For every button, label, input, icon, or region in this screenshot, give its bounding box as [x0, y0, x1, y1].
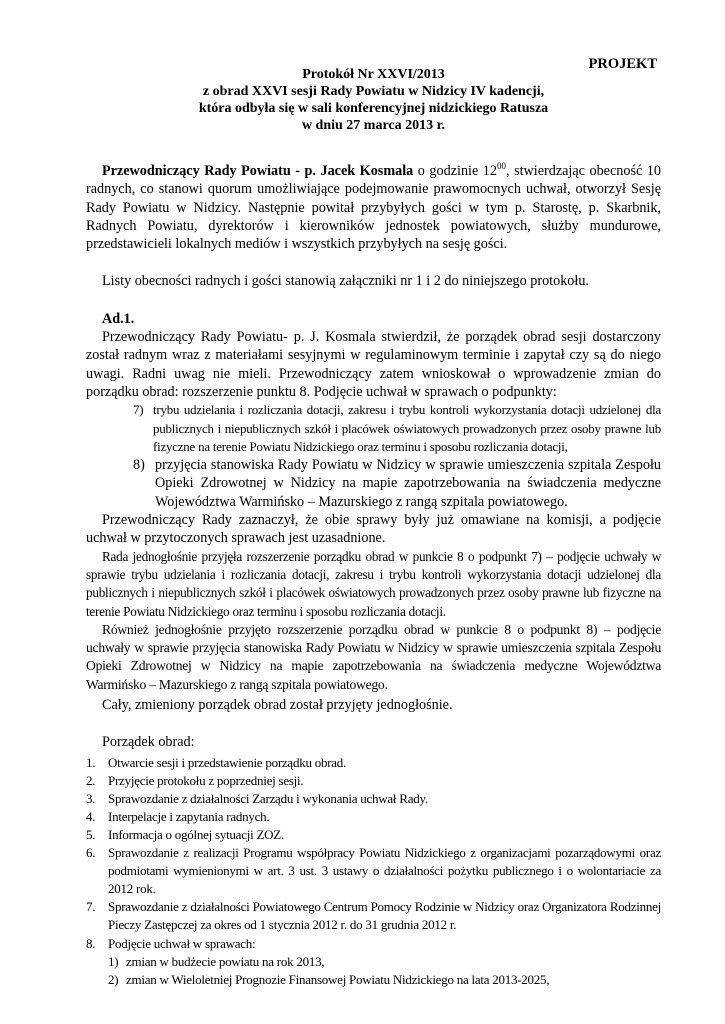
list-item: 4. Interpelacje i zapytania radnych. [86, 808, 270, 824]
list-item: 7) trybu udzielania i rozliczania dotacji, zakresu i trybu kontroli wykorzystania dotacji udzielonej dla publicznych i niepublicznych szkół i placówek oświatowych prowadzonych przez osoby prawne lub fizyczne na terenie Powiatu Nidzickiego oraz terminu i sposobu rozliczania dotacji, [133, 403, 661, 454]
extension-subpoints [133, 401, 661, 511]
list-item: 2) zmian w Wieloletniej Prognozie Finansowej Powiatu Nidzickiego na lata 2013-2025, [108, 971, 550, 987]
ad1-paragraph-1: Przewodniczący Rady Powiatu- p. J. Kosmala stwierdził, że porządek obrad sesji dostarczony został radnym wraz z materiałami sesyjnymi w regulaminowym terminie i zapytał czy są do niego uwagi. Radni uwag nie mieli. Przewodniczący zatem wnioskował o wprowadzenie zmian do porządku obrad: rozszerzenie punktu 8. Podjęcie uchwał w sprawach o podpunkty: [86, 329, 661, 400]
list-item: 8. Podjęcie uchwał w sprawach: [86, 935, 256, 951]
ad1-paragraph-2: Przewodniczący Rady zaznaczył, że obie sprawy były już omawiane na komisji, a podjęcie uchwał w przytoczonych sprawach jest uzasadnione. [86, 512, 661, 547]
protocol-header [86, 66, 661, 134]
ad1-paragraph-4: Również jednogłośnie przyjęto rozszerzenie porządku obrad w punkcie 8 o podpunkt 8) – podjęcie uchwały w sprawie przyjęcia stanowiska Rady Powiatu w Nidzicy w sprawie umieszczenia szpitala Zespołu Opieki Zdrowotnej w Nidzicy na mapie zapotrzebowania na świadczenia medyczne Województwa Warmińsko – Mazurskiego z rangą szpitala powiatowego. [86, 621, 661, 692]
list-item: 8) przyjęcia stanowiska Rady Powiatu w Nidzicy w sprawie umieszczenia szpitala Zespołu Opieki Zdrowotnej w Nidzicy na mapie zapotrzebowania na świadczenia medyczne Województwa Warmińsko – Mazurskiego z rangą szpitala powiatowego. [133, 457, 661, 510]
list-item: 6. Sprawozdanie z realizacji Programu współpracy Powiatu Nidzickiego z organizacjami pozarządowymi oraz podmiotami wymienionymi w art. 3 ust. 3 ustawy o działalności pożytku publicznego i o wolontariacie za 2012 rok. [86, 845, 661, 897]
chairman-name: Przewodniczący Rady Powiatu - p. Jacek Kosmala [102, 163, 414, 179]
header-line-4: w dniu 27 marca 2013 r. [301, 118, 446, 133]
list-item: 1. Otwarcie sesji i przedstawienie porządku obrad. [86, 754, 347, 770]
projekt-label: PROJEKT [588, 56, 657, 72]
header-line-2: z obrad XXVI sesji Rady Powiatu w Nidzicy IV kadencji, [202, 84, 545, 99]
ad1-paragraph-3: Rada jednogłośnie przyjęła rozszerzenie porządku obrad w punkcie 8 o podpunkt 7) – podjęcie uchwały w sprawie trybu udzielania i rozliczania dotacji, zakresu i trybu kontroli wykorzystania dotacji udzielonej dla publicznych i niepublicznych szkół i placówek oświatowych prowadzonych przez osoby prawne lub fizyczne na terenie Powiatu Nidzickiego oraz terminu i sposobu rozliczania dotacji. [86, 548, 661, 619]
list-item: 3. Sprawozdanie z działalności Zarządu i wykonania uchwał Rady. [86, 790, 428, 806]
agenda-title: Porządek obrad: [102, 734, 195, 751]
list-item: 2. Przyjęcie protokołu z poprzedniej sesji. [86, 772, 304, 788]
ad1-heading: Ad.1. [102, 310, 135, 327]
list-item: 7. Sprawozdanie z działalności Powiatowego Centrum Pomocy Rodzinie w Nidzicy oraz Organizatora Rodzinnej Pieczy Zastępczej za okres od 1 stycznia 2012 r. do 31 grudnia 2012 r. [86, 899, 661, 933]
header-line-3: która odbyła się w sali konferencyjnej nidzickiego Ratusza [198, 101, 549, 116]
list-item: 1) zmian w budżecie powiatu na rok 2013, [108, 953, 325, 969]
header-line-1: Protokół Nr XXVI/2013 [302, 67, 445, 82]
ad1-paragraph-5: Cały, zmieniony porządek obrad został przyjęty jednogłośnie. [102, 697, 453, 714]
intro-paragraph: Przewodniczący Rady Powiatu - p. Jacek Kosmala o godzinie $12^{00}$, stwierdzając obecność 10 radnych, co stanowi quorum umożliwiające podejmowanie prawomocnych uchwał, otworzył Sesję Rady Powiatu w Nidzicy. Następnie powitał przybyłych gości w tym p. Starostę, p. Skarbnik, Radnych Powiatu, dyrektorów i kierowników jednostek powiatowych, służby mundurowe, przedstawicieli lokalnych mediów i wszystkich przybyłych na sesję gości. [86, 161, 661, 253]
list-item: 5. Informacja o ogólnej sytuacji ZOZ. [86, 826, 284, 842]
attendance-note: Listy obecności radnych i gości stanowią załączniki nr 1 i 2 do niniejszego protokołu. [102, 273, 589, 290]
agenda-list [86, 754, 661, 953]
agenda-subitems [108, 953, 661, 989]
